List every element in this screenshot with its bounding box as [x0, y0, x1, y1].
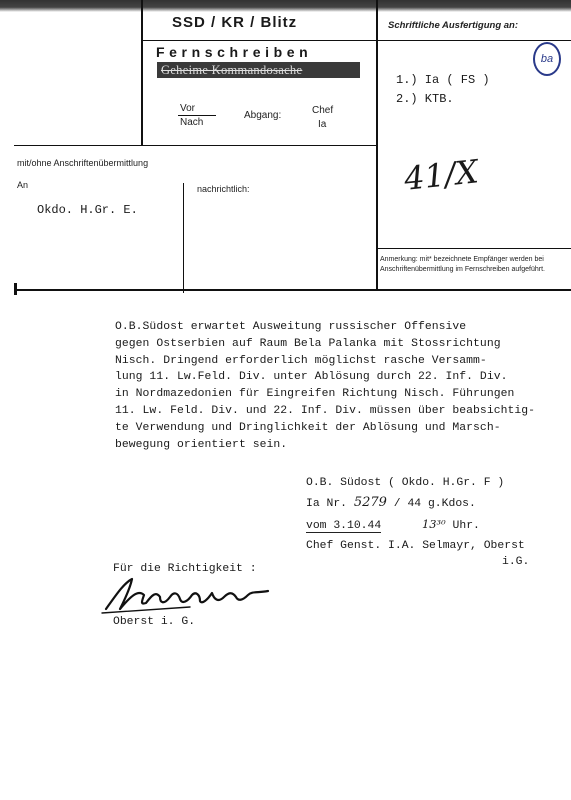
body-line: in Nordmazedonien für Eingreifen Richtung Nisch. Führungen	[115, 388, 515, 401]
form-title: Fernschreiben	[156, 44, 313, 60]
rule-h0	[142, 40, 377, 41]
chief-rank: i.G.	[502, 556, 530, 568]
nach-label: Nach	[180, 117, 204, 128]
signature-block	[306, 475, 566, 570]
vor-nach-divider	[178, 115, 216, 116]
ref-suffix: / 44 g.Kdos.	[393, 498, 476, 510]
body-line: 11. Lw. Feld. Div. und 22. Inf. Div. müssen über beabsichtig-	[115, 404, 536, 417]
body-line: O.B.Südost erwartet Ausweitung russischer Offensive	[115, 321, 467, 333]
body-line: Nisch. Dringend erforderlich möglichst rasche Versamm-	[115, 354, 487, 367]
abgang-label: Abgang:	[244, 110, 282, 121]
cc-label: nachrichtlich:	[197, 184, 250, 194]
date-line	[306, 516, 566, 534]
tick-left	[14, 283, 17, 295]
body-line: gegen Ostserbien auf Raum Bela Palanka mit Stossrichtung	[115, 337, 501, 350]
ref-prefix: Ia Nr.	[306, 498, 348, 510]
rule-h0b	[378, 40, 571, 41]
handwritten-signature	[100, 575, 275, 617]
transmission-label: mit/ohne Anschriftenübermittlung	[17, 158, 149, 168]
date-value: vom 3.10.44	[306, 520, 382, 532]
certification-rank: Oberst i. G.	[113, 616, 196, 628]
copies-label: Schriftliche Ausfertigung an:	[388, 20, 519, 31]
ia-label: Ia	[318, 119, 327, 130]
vor-label: Vor	[180, 103, 196, 114]
handwritten-page-mark: 41/X	[402, 152, 481, 198]
body-line: lung 11. Lw.Feld. Div. unter Ablösung durch 22. Inf. Div.	[115, 371, 508, 384]
body-line: te Verwendung und Dringlichkeit der Ablösung und Marsch-	[115, 421, 501, 434]
transmission-note: Anmerkung: mit* bezeichnete Empfänger werden bei Anschriftenübermittlung im Fernschreiben aufgeführt.	[380, 256, 545, 273]
chef-label: Chef	[312, 105, 334, 116]
time-value: 13³⁰	[422, 517, 446, 531]
addressee: Okdo. H.Gr. E.	[37, 203, 138, 217]
copy-2: 2.) KTB.	[396, 92, 454, 106]
rule-bottom	[14, 289, 571, 291]
body-line: bewegung orientiert sein.	[115, 438, 288, 451]
scan-shadow	[0, 0, 571, 12]
an-label: An	[17, 180, 29, 190]
rule-left	[141, 0, 143, 146]
rule-h2	[378, 248, 571, 249]
rule-mid	[183, 183, 184, 293]
chief-line: Chef Genst. I.A. Selmayr, Oberst	[306, 540, 525, 552]
copy-1: 1.) Ia ( FS )	[396, 73, 490, 87]
round-stamp: ba	[533, 42, 561, 76]
rule-h1	[14, 145, 378, 146]
time-suffix: Uhr.	[452, 520, 480, 532]
routing-code: SSD / KR / Blitz	[172, 14, 298, 31]
reference-line	[306, 495, 566, 512]
certification-label: Für die Richtigkeit :	[113, 563, 257, 575]
message-body	[115, 319, 565, 453]
secrecy-stamp: Geheime Kommandosache	[161, 63, 303, 77]
ref-number: 5279	[353, 495, 387, 510]
sender-line: O.B. Südost ( Okdo. H.Gr. F )	[306, 477, 505, 489]
